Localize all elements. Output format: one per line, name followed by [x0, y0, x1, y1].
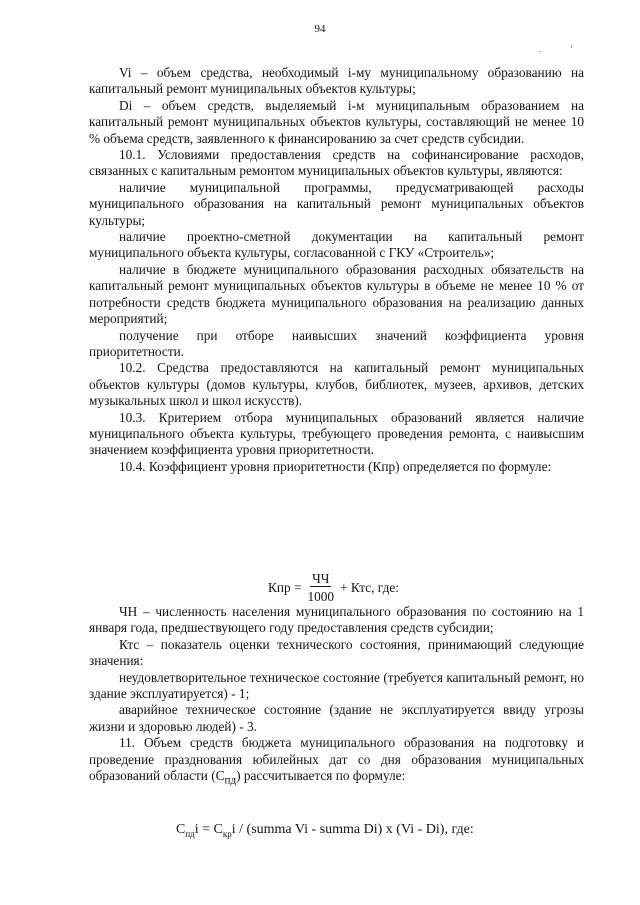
paragraph: получение при отборе наивысших значений коэффициента уровня приоритетности. [89, 327, 584, 359]
paragraph: наличие муниципальной программы, предусматривающей расходы муниципального образования на капитальный ремонт муниципальных объектов культуры; [89, 179, 584, 228]
subscript: пд [185, 828, 195, 839]
paragraph: Vi – объем средства, необходимый i-му муниципальному образованию на капитальный ремонт муниципальных объектов культуры; [89, 65, 584, 97]
scan-mark: ’ [570, 44, 573, 54]
subscript: кр [222, 828, 232, 839]
formula2-part: C [176, 822, 186, 837]
subscript: пд [224, 774, 237, 787]
scan-mark: . [539, 44, 542, 54]
paragraph-11-tail: ) рассчитывается по формуле: [236, 768, 406, 784]
paragraph: ЧН – численность населения муниципального образования по состоянию на 1 января года, предшествующего году предоставления средств субсидии; [89, 604, 584, 636]
paragraph: 10.4. Коэффициент уровня приоритетности (Кпр) определяется по формуле: [119, 458, 552, 474]
paragraph: 10.1. Условиями предоставления средств на софинансирование расходов, связанных с капитальным ремонтом муниципальных объектов культуры, являются: [89, 147, 584, 179]
paragraph: 10.2. Средства предоставляются на капитальный ремонт муниципальных объектов культуры (домов культуры, клубов, библиотек, музеев, архивов, детских музыкальных школ и школ искусств). [89, 360, 584, 409]
page-number: 94 [314, 23, 326, 35]
formula-denominator: 1000 [307, 589, 335, 604]
priority-formula [268, 571, 399, 604]
formula-numerator: ЧЧ [312, 571, 330, 586]
paragraph: аварийное техническое состояние (здание не эксплуатируется ввиду угрозы жизни и здоровью людей) - 3. [89, 702, 584, 734]
paragraph: Di – объем средств, выделяемый i-м муниципальным образованием на капитальный ремонт муниципальных объектов культуры, составляющий не менее 10 % объема средств, заявленного к финансированию за счет средств субсидии. [89, 97, 584, 146]
formula2-part: i / (summa Vi - summa Di) x (Vi - Di), где: [231, 822, 474, 837]
allocation-formula [176, 822, 474, 839]
document-body-continued [89, 604, 584, 789]
formula2-part: i = C [194, 822, 223, 837]
paragraph-11-text: 11. Объем средств бюджета муниципального образования на подготовку и проведение празднования юбилейных дат со дня образования муниципальных образований области (C [89, 735, 584, 784]
document-body [89, 65, 584, 475]
formula-fraction [307, 571, 334, 604]
formula-lhs: Кпр = [268, 579, 302, 595]
paragraph: наличие проектно-сметной документации на капитальный ремонт муниципального объекта культуры, согласованной с ГКУ «Строитель»; [89, 229, 584, 261]
formula-rhs: + Ктс, где: [340, 579, 399, 595]
paragraph: Ктс – показатель оценки технического состояния, принимающий следующие значения: [89, 636, 584, 669]
paragraph: неудовлетворительное техническое состояние (требуется капитальный ремонт, но здание эксплуатируется) - 1; [89, 669, 584, 702]
paragraph: наличие в бюджете муниципального образования расходных обязательств на капитальный ремонт муниципальных объектов культуры в объеме не менее 10 % от потребности средств бюджета муниципального образования на реализацию данных мероприятий; [89, 261, 584, 327]
paragraph-11 [89, 735, 584, 789]
paragraph: 10.3. Критерием отбора муниципальных образований является наличие муниципального объекта культуры, требующего проведения ремонта, с наивысшим значением коэффициента уровня приоритетности. [89, 409, 584, 458]
